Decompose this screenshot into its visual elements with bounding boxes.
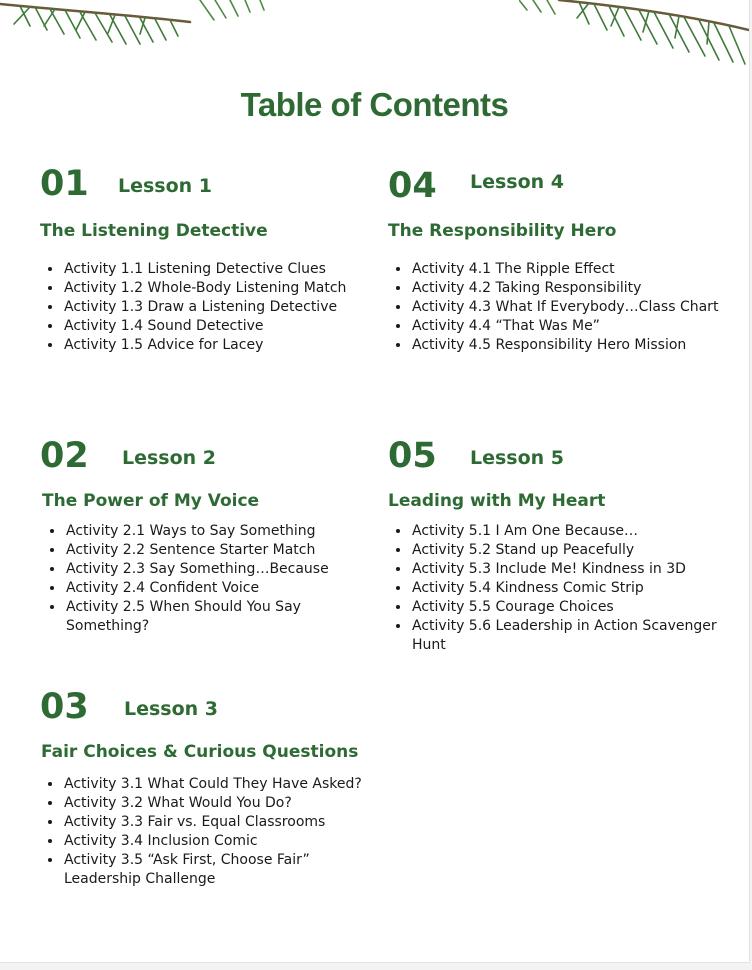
activity-item: • Activity 3.4 Inclusion Comic: [63, 832, 363, 851]
activity-item: • Activity 4.4 “That Was Me”: [411, 317, 718, 336]
lesson-title: The Listening Detective: [40, 221, 268, 241]
activity-item: • Activity 2.5 When Should You Say Something?: [65, 598, 330, 636]
activity-item: • Activity 1.4 Sound Detective: [63, 317, 346, 336]
activity-item: • Activity 4.2 Taking Responsibility: [411, 279, 718, 298]
activity-list: [48, 775, 363, 889]
activity-item: • Activity 3.5 “Ask First, Choose Fair” Leadership Challenge: [63, 851, 363, 889]
activity-item: • Activity 3.1 What Could They Have Asked?: [63, 775, 363, 794]
lesson-number: 03: [40, 687, 89, 727]
activity-item: • Activity 1.2 Whole-Body Listening Match: [63, 279, 346, 298]
activity-item: • Activity 5.6 Leadership in Action Scavenger Hunt: [411, 617, 731, 655]
lesson-title: The Power of My Voice: [42, 491, 260, 511]
lesson-label: Lesson 1: [118, 175, 213, 197]
activity-item: • Activity 2.1 Ways to Say Something: [65, 522, 330, 541]
lesson-label: Lesson 4: [470, 171, 565, 193]
lesson-label: Lesson 3: [124, 698, 219, 720]
activity-item: • Activity 1.3 Draw a Listening Detective: [63, 298, 346, 317]
activity-item: • Activity 1.1 Listening Detective Clues: [63, 260, 346, 279]
activity-item: • Activity 2.4 Confident Voice: [65, 579, 330, 598]
lesson-number: 05: [388, 436, 437, 476]
lesson-title: Fair Choices & Curious Questions: [41, 742, 359, 762]
activity-item: • Activity 4.3 What If Everybody…Class Chart: [411, 298, 718, 317]
lesson-title: The Responsibility Hero: [388, 221, 617, 241]
lesson-number: 02: [40, 436, 89, 476]
activity-item: • Activity 5.1 I Am One Because…: [411, 522, 731, 541]
activity-item: • Activity 2.2 Sentence Starter Match: [65, 541, 330, 560]
lesson-label: Lesson 2: [122, 447, 217, 469]
activity-item: • Activity 1.5 Advice for Lacey: [63, 336, 346, 355]
activity-item: • Activity 3.3 Fair vs. Equal Classrooms: [63, 813, 363, 832]
activity-item: • Activity 5.4 Kindness Comic Strip: [411, 579, 731, 598]
activity-list: [48, 260, 346, 355]
activity-item: • Activity 5.3 Include Me! Kindness in 3D: [411, 560, 731, 579]
lesson-number: 04: [388, 166, 437, 206]
activity-list: [396, 260, 718, 355]
pine-branch-right-icon: [519, 0, 749, 70]
activity-item: • Activity 5.2 Stand up Peacefully: [411, 541, 731, 560]
activity-item: • Activity 4.5 Responsibility Hero Mission: [411, 336, 718, 355]
activity-list: [50, 522, 330, 636]
lesson-number: 01: [40, 164, 89, 204]
activity-item: • Activity 5.5 Courage Choices: [411, 598, 731, 617]
activity-item: • Activity 3.2 What Would You Do?: [63, 794, 363, 813]
activity-list: [396, 522, 731, 655]
page-title: Table of Contents: [240, 86, 509, 123]
lesson-label: Lesson 5: [470, 447, 565, 469]
lesson-title: Leading with My Heart: [388, 491, 606, 511]
activity-item: • Activity 2.3 Say Something…Because: [65, 560, 330, 579]
activity-item: • Activity 4.1 The Ripple Effect: [411, 260, 718, 279]
pine-branch-left-icon: [0, 0, 300, 60]
